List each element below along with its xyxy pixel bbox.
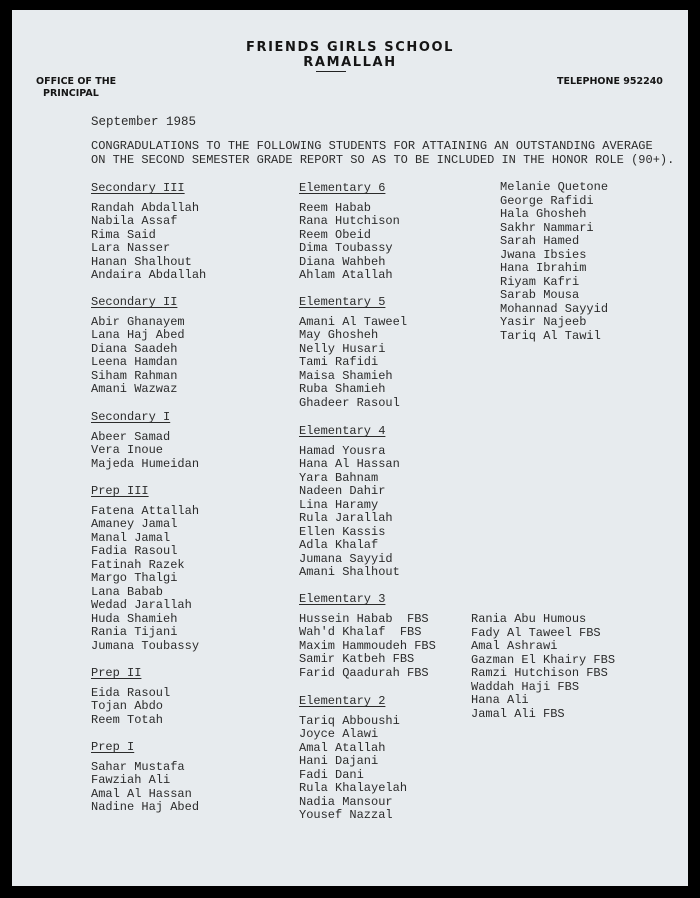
student-name: May Ghosheh (299, 328, 379, 342)
office-line-1: OFFICE OF THE (36, 76, 117, 87)
student-name: Hamad Yousra (299, 443, 386, 458)
student-name: Vera Inoue (91, 443, 164, 457)
student-name: Jwana Ibsies (500, 247, 587, 262)
name-list (91, 687, 170, 728)
student-name: Reem Totah (91, 712, 164, 727)
intro-line-2: ON THE SECOND SEMESTER GRADE REPORT SO AS TO BE INCLUDED IN THE HONOR ROLE (90+). (91, 152, 675, 167)
student-name: Farid Qaadurah FBS (299, 665, 429, 680)
intro-line-1: CONGRADULATIONS TO THE FOLLOWING STUDENTS FOR ATTAINING AN OUTSTANDING AVERAGE (91, 139, 653, 153)
section-title: Secondary III (91, 181, 185, 195)
student-name: Nadine Haj Abed (91, 800, 200, 814)
student-name: Fatena Attallah (91, 503, 200, 518)
student-name: Amal Atallah (299, 740, 386, 755)
school-town: RAMALLAH (303, 55, 397, 70)
section-elementary-2-continued (500, 181, 608, 343)
intro-paragraph (91, 140, 674, 167)
student-name: Diana Saadeh (91, 341, 178, 356)
student-name: Eida Rasoul (91, 685, 171, 700)
student-name: Amal Al Hassan (91, 786, 192, 801)
student-name: Ramzi Hutchison FBS (471, 666, 608, 680)
student-name: Reem Habab (299, 200, 372, 215)
student-name: Sahar Mustafa (91, 759, 185, 774)
section-prep-i (91, 741, 199, 815)
section-title: Secondary I (91, 410, 171, 424)
name-list (299, 613, 436, 681)
name-list (91, 202, 206, 283)
student-name: Gazman El Khairy FBS (471, 652, 616, 667)
student-name: Yousef Nazzal (299, 808, 393, 822)
section-title: Elementary 2 (299, 694, 386, 708)
office-line-2: PRINCIPAL (43, 88, 99, 99)
section-secondary-iii (91, 182, 206, 283)
section-title: Elementary 4 (299, 424, 386, 438)
student-name: Fadia Rasoul (91, 544, 178, 558)
student-name: George Rafidi (500, 193, 594, 208)
student-name: Nabila Assaf (91, 214, 178, 228)
name-list (299, 316, 407, 411)
student-name: Maxim Hammoudeh FBS (299, 638, 436, 653)
student-name: Abeer Samad (91, 429, 171, 444)
student-name: Yara Bahnam (299, 470, 379, 485)
student-name: Rima Said (91, 227, 156, 242)
student-name: Sarah Hamed (500, 234, 580, 248)
section-elementary-3-continued (471, 613, 615, 721)
student-name: Amani Wazwaz (91, 382, 178, 396)
name-list (299, 202, 400, 283)
name-list (500, 181, 608, 343)
student-name: Hana Ali (471, 693, 529, 707)
name-list (91, 761, 199, 815)
section-secondary-ii (91, 296, 185, 397)
section-title: Elementary 6 (299, 181, 386, 195)
student-name: Reem Obeid (299, 227, 372, 242)
student-name: Wedad Jarallah (91, 598, 192, 612)
student-name: Nadia Mansour (299, 794, 393, 809)
section-elementary-5 (299, 296, 407, 410)
student-name: Ruba Shamieh (299, 382, 386, 396)
section-title: Elementary 5 (299, 295, 386, 309)
paper-clip-mark (688, 630, 693, 636)
student-name: Melanie Quetone (500, 180, 609, 194)
student-name: Hanan Shalhout (91, 254, 192, 269)
school-name: FRIENDS GIRLS SCHOOL (245, 40, 455, 55)
student-name: Hala Ghosheh (500, 207, 587, 221)
student-name: Leena Hamdan (91, 355, 178, 369)
name-list (299, 445, 400, 580)
student-name: Sarab Mousa (500, 288, 580, 302)
section-title: Prep II (91, 666, 142, 680)
student-name: Randah Abdallah (91, 200, 200, 215)
student-name: Rula Khalayelah (299, 781, 408, 795)
section-elementary-3 (299, 593, 436, 680)
section-secondary-i (91, 411, 199, 471)
student-name: Samir Katbeh FBS (299, 652, 415, 666)
student-name: Lana Babab (91, 584, 164, 599)
student-name: Huda Shamieh (91, 611, 178, 626)
student-name: Tojan Abdo (91, 699, 164, 713)
student-name: Sakhr Nammari (500, 220, 594, 235)
section-prep-iii (91, 485, 199, 653)
student-name: Fady Al Taweel FBS (471, 625, 601, 640)
section-title: Secondary II (91, 295, 178, 309)
name-list (91, 316, 185, 397)
student-name: Amani Al Taweel (299, 314, 408, 329)
student-name: Ahlam Atallah (299, 268, 393, 282)
student-name: Abir Ghanayem (91, 314, 185, 329)
student-name: Ghadeer Rasoul (299, 395, 400, 410)
student-name: Rana Hutchison (299, 214, 400, 228)
student-name: Waddah Haji FBS (471, 679, 580, 694)
student-name: Mohannad Sayyid (500, 301, 609, 316)
telephone-number: TELEPHONE 952240 (557, 76, 663, 87)
student-name: Tariq Al Tawil (500, 328, 601, 343)
student-name: Maisa Shamieh (299, 368, 393, 383)
student-name: Fawziah Ali (91, 773, 171, 787)
student-name: Tami Rafidi (299, 355, 379, 369)
student-name: Lara Nasser (91, 241, 171, 255)
section-title: Elementary 3 (299, 592, 386, 606)
student-name: Joyce Alawi (299, 727, 379, 741)
student-name: Manal Jamal (91, 530, 171, 545)
town-underline (316, 71, 346, 72)
student-name: Amal Ashrawi (471, 639, 558, 653)
student-name: Tariq Abboushi (299, 713, 400, 728)
student-name: Hussein Habab FBS (299, 611, 429, 626)
student-name: Adla Khalaf (299, 538, 379, 552)
student-name: Hana Al Hassan (299, 457, 400, 471)
student-name: Riyam Kafri (500, 274, 580, 289)
student-name: Yasir Najeeb (500, 315, 587, 329)
letter-date: September 1985 (91, 115, 197, 129)
student-name: Fadi Dani (299, 767, 364, 782)
student-name: Lana Haj Abed (91, 328, 185, 342)
student-name: Rula Jarallah (299, 511, 393, 525)
student-name: Dima Toubassy (299, 241, 393, 255)
student-name: Lina Haramy (299, 497, 379, 512)
name-list (91, 505, 199, 654)
student-name: Amaney Jamal (91, 517, 178, 531)
student-name: Majeda Humeidan (91, 456, 200, 471)
student-name: Amani Shalhout (299, 565, 400, 579)
student-name: Wah'd Khalaf FBS (299, 625, 422, 639)
student-name: Fatinah Razek (91, 557, 185, 572)
student-name: Hana Ibrahim (500, 261, 587, 275)
office-of-principal (36, 76, 116, 100)
student-name: Siham Rahman (91, 368, 178, 383)
section-title: Prep III (91, 484, 149, 498)
student-name: Andaira Abdallah (91, 268, 207, 282)
section-elementary-2 (299, 695, 407, 823)
section-elementary-4 (299, 425, 400, 580)
student-name: Rania Abu Humous (471, 612, 587, 626)
student-name: Margo Thalgi (91, 571, 178, 585)
name-list (91, 431, 199, 472)
student-name: Diana Wahbeh (299, 254, 386, 269)
section-elementary-6 (299, 182, 400, 283)
student-name: Ellen Kassis (299, 524, 386, 539)
student-name: Nadeen Dahir (299, 484, 386, 498)
student-name: Nelly Husari (299, 341, 386, 356)
student-name: Jumana Toubassy (91, 638, 200, 653)
name-list (471, 613, 615, 721)
section-prep-ii (91, 667, 170, 727)
section-title: Prep I (91, 740, 135, 754)
student-name: Jumana Sayyid (299, 551, 393, 566)
student-name: Jamal Ali FBS (471, 706, 565, 721)
student-name: Rania Tijani (91, 625, 178, 639)
name-list (299, 715, 407, 823)
student-name: Hani Dajani (299, 754, 379, 768)
